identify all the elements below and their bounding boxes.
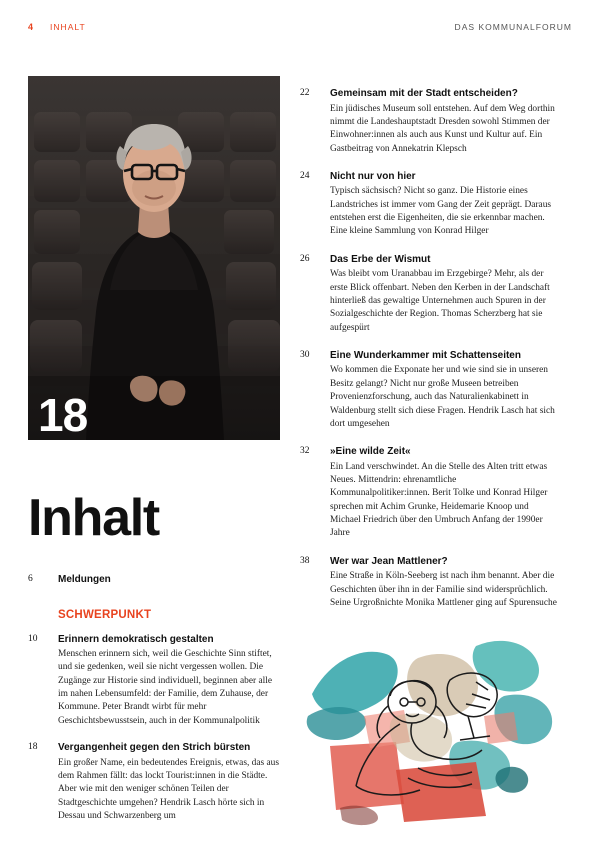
page-header: [28, 22, 572, 36]
feature-photo: [28, 76, 280, 440]
toc-entry[interactable]: [300, 88, 558, 156]
left-column: [28, 76, 280, 837]
toc-entry-title: Vergangenheit gegen den Strich bürsten: [58, 742, 251, 754]
toc-entry-description: Eine Straße in Köln-Seeberg ist nach ihm benannt. Aber die Geschichten über ihn in der Familie sind widersprüchlich. Seine Urgroßnichte Monika Mattlener ging auf Spurensuche: [330, 571, 557, 608]
header-section-label: INHALT: [50, 22, 86, 32]
illustration-graphic: [300, 620, 572, 830]
toc-right-list: [300, 88, 558, 625]
toc-entry-page: 6: [28, 574, 33, 584]
toc-entry-page: 26: [300, 253, 310, 264]
toc-entry-page: 32: [300, 446, 310, 457]
toc-entry[interactable]: [300, 350, 558, 431]
toc-entry-page: 10: [28, 633, 38, 644]
toc-entry-page: 18: [28, 742, 38, 753]
header-page-number: 4: [28, 22, 34, 32]
toc-entry[interactable]: [300, 171, 558, 239]
toc-entry-title: Eine Wunderkammer mit Schattenseiten: [330, 349, 521, 361]
toc-entry[interactable]: [300, 446, 558, 541]
toc-entry-page: 22: [300, 88, 310, 98]
toc-entry-title: Das Erbe der Wismut: [330, 253, 431, 265]
toc-entry[interactable]: [28, 634, 280, 729]
toc-entry-description: Typisch sächsisch? Nicht so ganz. Die Historie eines Landstriches ist immer vom Gang der Zeit geprägt. Daraus entstehen erst die Eigenheiten, die sie erkennbar machen. Eine kleine Sammlung von Konrad Hilger: [330, 186, 552, 237]
toc-entry-title: Gemeinsam mit der Stadt entscheiden?: [330, 88, 518, 99]
toc-entry-page: 30: [300, 349, 310, 360]
toc-entry[interactable]: [28, 742, 280, 823]
section-heading-schwerpunkt: SCHWERPUNKT: [58, 608, 152, 621]
toc-entry-description: Was bleibt vom Uranabbau im Erzgebirge? Mehr, als der erste Blick offenbart. Neben den Kerben in der Landschaft hinterließ das gewaltige Unternehmen auch Spuren in der Sozialgeschichte der Region. Thomas Scherzberg hat sie aufgespürt: [330, 269, 550, 333]
toc-entry-title: Nicht nur von hier: [330, 170, 416, 182]
toc-entry[interactable]: [28, 574, 280, 587]
toc-entry-title: Meldungen: [58, 574, 111, 585]
toc-entry-description: Menschen erinnern sich, weil die Geschichte Sinn stiftet, und sie gedenken, weil sie nicht vergessen wollen. Die Zugänge zur Historie sind individuell, beginnen aber alle im nahen Lebensumfeld: der Familie, dem Zuhause, der Kommune. Peter Brandt wirbt für mehr Geschichtsbewusstsein, auch in der Kommunalpolitik: [58, 649, 272, 726]
toc-entry[interactable]: [300, 254, 558, 335]
toc-entry-description: Ein jüdisches Museum soll entstehen. Auf dem Weg dorthin nimmt die Landeshauptstadt Dresden sowohl Stimmen der Einwohner:innen als auch aus Kunst und Kultur auf. Ein Gastbeitrag von Annekatrin Klepsch: [330, 103, 555, 154]
photo-page-number: 18: [38, 389, 88, 440]
toc-left-list: [28, 574, 280, 823]
toc-entry[interactable]: [300, 556, 558, 611]
toc-entry-description: Wo kommen die Exponate her und wie sind sie in unseren Besitz gelangt? Nicht nur große Museen betreiben Provenienzforschung, auch das Naturalienkabinett in Waldenburg stellt sich diese Fragen. Hendrik Lasch hat sich dort umgesehen: [330, 365, 555, 429]
page-title: Inhalt: [28, 489, 159, 547]
decorative-illustration: [300, 620, 572, 830]
header-publication-title: DAS KOMMUNALFORUM: [454, 22, 572, 32]
portrait-photo-graphic: [28, 76, 280, 440]
toc-entry-page: 24: [300, 170, 310, 181]
toc-entry-description: Ein großer Name, ein bedeutendes Ereignis, etwas, das aus dem Rahmen fällt: das lockt Tourist:innen in die Städte. Aber wie mit den weniger schönen Teilen der Stadtgeschichte umgehen? Hendrik Lasch hörte sich in Dessau und Schwarzenberg um: [58, 757, 280, 821]
toc-entry-title: »Eine wilde Zeit«: [330, 446, 411, 458]
toc-entry-description: Ein Land verschwindet. An die Stelle des Alten tritt etwas Neues. Mittendrin: ehrenamtliche Kommunalpolitiker:innen. Berit Tolke und Konrad Hilger sprechen mit Achim Grunke, Heidemarie Knoop und Michael Friedrich über den Umbruch Anfang der 1990er Jahre: [330, 461, 548, 539]
toc-entry-page: 38: [300, 555, 310, 566]
toc-entry-title: Wer war Jean Mattlener?: [330, 555, 448, 567]
toc-entry-title: Erinnern demokratisch gestalten: [58, 633, 214, 645]
